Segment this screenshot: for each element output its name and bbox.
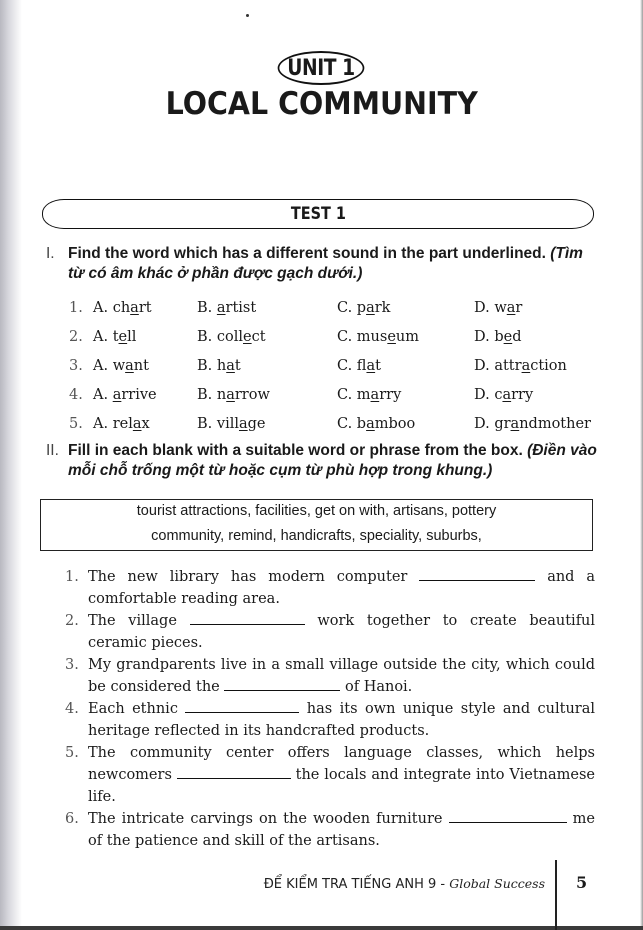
word-suffix: rk bbox=[374, 300, 391, 316]
test-banner bbox=[42, 199, 594, 229]
option-letter: A. bbox=[93, 387, 109, 403]
section-2-instruction-vi: (Điền vào mỗi chỗ trống một từ hoặc cụm từ phù hợp trong khung.) bbox=[68, 442, 597, 479]
word-suffix: um bbox=[395, 329, 420, 345]
sentence-after: me of the patience and skill of the artisans. bbox=[88, 811, 595, 849]
answer-option-d[interactable] bbox=[474, 297, 609, 319]
sentence-before: The intricate carvings on the wooden furniture bbox=[88, 811, 443, 827]
word-prefix: rel bbox=[112, 416, 133, 432]
word-prefix: n bbox=[216, 387, 227, 403]
question-row bbox=[69, 413, 609, 435]
word-suffix: rrive bbox=[121, 387, 157, 403]
option-letter: D. bbox=[474, 387, 490, 403]
option-letter: A. bbox=[93, 416, 109, 432]
footer-series: Global Success bbox=[449, 876, 545, 891]
section-1-numeral: I. bbox=[46, 245, 55, 262]
unit-title-text: LOCAL COMMUNITY bbox=[165, 86, 478, 122]
sentence-after: the locals and integrate into Vietnamese life. bbox=[88, 767, 595, 805]
item-number: 5. bbox=[65, 745, 79, 761]
word-suffix: ll bbox=[127, 329, 137, 345]
word-suffix: rry bbox=[379, 387, 402, 403]
underlined-letter: a bbox=[506, 300, 516, 316]
answer-option-c[interactable] bbox=[337, 297, 474, 319]
option-letter: C. bbox=[337, 329, 353, 345]
sentence-after: work together to create beautiful ceramic pieces. bbox=[88, 613, 596, 651]
word-prefix: fl bbox=[356, 358, 367, 374]
fill-item-sentence bbox=[88, 808, 595, 852]
word-prefix: m bbox=[356, 387, 371, 403]
section-2-numeral: II. bbox=[46, 442, 59, 459]
option-letter: C. bbox=[337, 358, 353, 374]
footer-book-title bbox=[264, 876, 545, 892]
fill-item-sentence bbox=[88, 610, 595, 654]
underlined-letter: e bbox=[387, 329, 396, 345]
option-letter: C. bbox=[337, 416, 353, 432]
underlined-letter: a bbox=[226, 358, 235, 374]
answer-option-c[interactable] bbox=[337, 413, 474, 435]
underlined-letter: a bbox=[125, 358, 134, 374]
item-number: 6. bbox=[65, 811, 79, 827]
fill-item bbox=[65, 742, 595, 808]
answer-option-a[interactable] bbox=[93, 355, 197, 377]
answer-blank[interactable] bbox=[177, 764, 291, 779]
word-prefix: attr bbox=[494, 358, 522, 374]
sentence-before: The village bbox=[88, 613, 177, 629]
question-number: 5. bbox=[69, 416, 83, 432]
answer-option-a[interactable] bbox=[93, 326, 197, 348]
answer-option-b[interactable] bbox=[197, 326, 337, 348]
section-2-instruction: Fill in each blank with a suitable word or phrase from the box. bbox=[68, 442, 523, 459]
page-number: 5 bbox=[576, 873, 588, 892]
answer-option-b[interactable] bbox=[197, 413, 337, 435]
underlined-letter: a bbox=[130, 300, 139, 316]
sentence-after: of Hanoi. bbox=[344, 679, 413, 695]
underlined-letter: e bbox=[503, 329, 513, 345]
underlined-letter: e bbox=[118, 329, 128, 345]
unit-label: UNIT 1 bbox=[287, 55, 355, 81]
underlined-letter: a bbox=[226, 387, 235, 403]
fill-item-sentence bbox=[88, 742, 595, 808]
sentence-after: and a comfortable reading area. bbox=[88, 569, 596, 607]
answer-option-b[interactable] bbox=[197, 384, 337, 406]
underlined-letter: a bbox=[238, 416, 248, 432]
fill-item bbox=[65, 610, 595, 654]
option-letter: D. bbox=[474, 329, 490, 345]
sentence-before: Each ethnic bbox=[88, 701, 178, 717]
underlined-letter: a bbox=[216, 300, 226, 316]
answer-blank[interactable] bbox=[224, 676, 340, 691]
question-number: 1. bbox=[69, 300, 83, 316]
word-suffix: mboo bbox=[374, 416, 416, 432]
unit-badge bbox=[278, 51, 365, 85]
answer-blank[interactable] bbox=[190, 610, 305, 625]
page-footer bbox=[0, 860, 643, 930]
word-suffix: t bbox=[375, 358, 381, 374]
fill-item-sentence bbox=[88, 654, 595, 698]
unit-title bbox=[0, 86, 643, 122]
word-suffix: rrow bbox=[234, 387, 270, 403]
underlined-letter: a bbox=[112, 387, 122, 403]
question-number: 4. bbox=[69, 387, 83, 403]
word-suffix: t bbox=[234, 358, 241, 374]
word-suffix: rry bbox=[511, 387, 534, 403]
fill-item bbox=[65, 654, 595, 698]
word-prefix: w bbox=[112, 358, 126, 374]
word-prefix: coll bbox=[216, 329, 244, 345]
word-prefix: vill bbox=[216, 416, 239, 432]
underlined-letter: a bbox=[132, 416, 142, 432]
answer-option-c[interactable] bbox=[337, 326, 474, 348]
option-letter: B. bbox=[197, 358, 213, 374]
fill-item bbox=[65, 566, 595, 610]
word-prefix: h bbox=[216, 358, 227, 374]
item-number: 4. bbox=[65, 701, 79, 717]
word-suffix: ge bbox=[247, 416, 266, 432]
answer-option-b[interactable] bbox=[197, 297, 337, 319]
question-row bbox=[69, 297, 609, 319]
option-letter: D. bbox=[474, 300, 490, 316]
section-1-heading bbox=[46, 244, 602, 284]
underlined-letter: a bbox=[370, 387, 380, 403]
answer-blank[interactable] bbox=[419, 566, 535, 581]
answer-option-b[interactable] bbox=[197, 355, 337, 377]
word-suffix: rt bbox=[138, 300, 152, 316]
item-number: 1. bbox=[65, 569, 79, 585]
sentence-before: My grandparents live in a small village outside the city, which could be considered the bbox=[88, 657, 595, 695]
word-suffix: r bbox=[515, 300, 523, 316]
section-1-instruction: Find the word which has a different sound in the part underlined. bbox=[68, 245, 546, 262]
book-spine-shadow bbox=[0, 0, 22, 930]
word-prefix: t bbox=[112, 329, 119, 345]
word-suffix: rtist bbox=[225, 300, 257, 316]
word-prefix: c bbox=[494, 387, 503, 403]
underlined-letter: a bbox=[366, 416, 375, 432]
option-letter: D. bbox=[474, 358, 490, 374]
underlined-letter: a bbox=[521, 358, 531, 374]
option-letter: B. bbox=[197, 329, 213, 345]
option-letter: B. bbox=[197, 387, 213, 403]
answer-option-c[interactable] bbox=[337, 355, 474, 377]
answer-option-d[interactable] bbox=[474, 355, 609, 377]
word-suffix: ndmother bbox=[519, 416, 591, 432]
fill-item bbox=[65, 698, 595, 742]
fill-item bbox=[65, 808, 595, 852]
question-row bbox=[69, 326, 609, 348]
footer-title: ĐỂ KIỂM TRA TIẾNG ANH 9 - bbox=[263, 877, 446, 892]
option-letter: B. bbox=[197, 300, 213, 316]
answer-option-a[interactable] bbox=[93, 413, 197, 435]
section-1-instruction-vi: (Tìm từ có âm khác ở phần được gạch dưới.) bbox=[68, 245, 583, 282]
answer-option-a[interactable] bbox=[93, 384, 197, 406]
word-suffix: nt bbox=[133, 358, 149, 374]
option-letter: A. bbox=[93, 358, 109, 374]
question-number: 3. bbox=[69, 358, 83, 374]
option-letter: C. bbox=[337, 300, 353, 316]
fill-in-list bbox=[65, 566, 595, 852]
word-prefix: p bbox=[356, 300, 367, 316]
underlined-letter: a bbox=[366, 300, 375, 316]
word-prefix: b bbox=[494, 329, 504, 345]
footer-divider bbox=[555, 860, 557, 930]
word-suffix: ction bbox=[530, 358, 567, 374]
word-prefix: b bbox=[356, 416, 367, 432]
word-prefix: gr bbox=[494, 416, 511, 432]
word-box-line-2: community, remind, handicrafts, speciality, suburbs, bbox=[151, 528, 482, 544]
option-letter: A. bbox=[93, 329, 109, 345]
word-suffix: ct bbox=[251, 329, 266, 345]
answer-option-d[interactable] bbox=[474, 413, 609, 435]
option-letter: B. bbox=[197, 416, 213, 432]
word-prefix: w bbox=[494, 300, 507, 316]
item-number: 3. bbox=[65, 657, 79, 673]
underlined-letter: e bbox=[243, 329, 252, 345]
option-letter: D. bbox=[474, 416, 490, 432]
sentence-before: The community center offers language classes, which helps newcomers bbox=[88, 745, 595, 783]
word-box-line-1: tourist attractions, facilities, get on with, artisans, pottery bbox=[136, 503, 497, 519]
question-row bbox=[69, 384, 609, 406]
word-suffix: x bbox=[141, 416, 150, 432]
item-number: 2. bbox=[65, 613, 79, 629]
word-prefix: ch bbox=[112, 300, 131, 316]
fill-item-sentence bbox=[88, 566, 595, 610]
question-row bbox=[69, 355, 609, 377]
option-letter: A. bbox=[93, 300, 109, 316]
word-suffix: d bbox=[512, 329, 522, 345]
word-prefix: mus bbox=[356, 329, 388, 345]
word-box bbox=[40, 499, 593, 551]
test-label: TEST 1 bbox=[290, 204, 346, 224]
question-number: 2. bbox=[69, 329, 83, 345]
section-2-heading bbox=[46, 441, 602, 481]
answer-blank[interactable] bbox=[185, 698, 299, 713]
underlined-letter: a bbox=[502, 387, 512, 403]
sentence-before: The new library has modern computer bbox=[88, 569, 408, 585]
underlined-letter: a bbox=[366, 358, 376, 374]
answer-option-a[interactable] bbox=[93, 297, 197, 319]
underlined-letter: a bbox=[510, 416, 520, 432]
answer-option-c[interactable] bbox=[337, 384, 474, 406]
answer-blank[interactable] bbox=[449, 808, 567, 823]
option-letter: C. bbox=[337, 387, 353, 403]
fill-item-sentence bbox=[88, 698, 595, 742]
answer-option-d[interactable] bbox=[474, 326, 609, 348]
answer-option-d[interactable] bbox=[474, 384, 609, 406]
print-speck bbox=[246, 14, 249, 17]
sentence-after: has its own unique style and cultural heritage reflected in its handcrafted products. bbox=[88, 701, 596, 739]
